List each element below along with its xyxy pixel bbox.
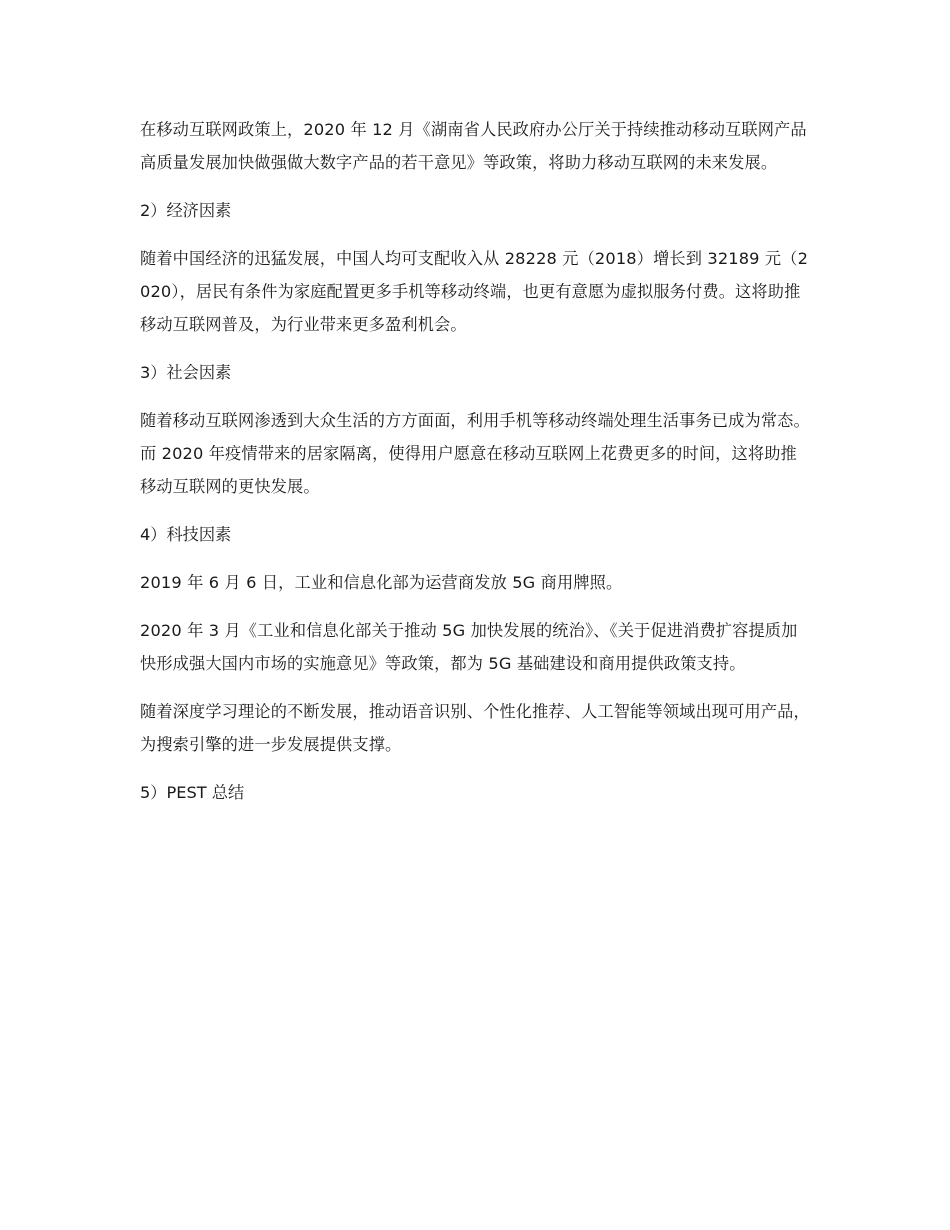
social-paragraph: 随着移动互联网渗透到大众生活的方方面面，利用手机等移动终端处理生活事务已成为常态。而 2020 年疫情带来的居家隔离，使得用户愿意在移动互联网上花费更多的时间，这将助推移动互联网的更快发展。 [140, 411, 810, 496]
pest-summary-heading: 5）PEST 总结 [140, 783, 245, 802]
economic-paragraph: 随着中国经济的迅猛发展，中国人均可支配收入从 28228 元（2018）增长到 32189 元（2020），居民有条件为家庭配置更多手机等移动终端，也更有意愿为虚拟服务付费。这将助推移动互联网普及，为行业带来更多盈利机会。 [140, 249, 809, 334]
technology-factors-heading: 4）科技因素 [140, 525, 232, 544]
policy-paragraph: 在移动互联网政策上，2020 年 12 月《湖南省人民政府办公厅关于持续推动移动互联网产品高质量发展加快做强做大数字产品的若干意见》等政策，将助力移动互联网的未来发展。 [140, 120, 807, 172]
social-factors-heading: 3）社会因素 [140, 363, 232, 382]
document-body [140, 113, 810, 824]
technology-paragraph-2: 2020 年 3 月《工业和信息化部关于推动 5G 加快发展的统治》、《关于促进消费扩容提质加快形成强大国内市场的实施意见》等政策，都为 5G 基础建设和商用提供政策支持。 [140, 621, 798, 673]
technology-paragraph-3: 随着深度学习理论的不断发展，推动语音识别、个性化推荐、人工智能等领域出现可用产品，为搜索引擎的进一步发展提供支撑。 [140, 702, 810, 754]
technology-paragraph-1: 2019 年 6 月 6 日，工业和信息化部为运营商发放 5G 商用牌照。 [140, 573, 623, 592]
economic-factors-heading: 2）经济因素 [140, 201, 232, 220]
